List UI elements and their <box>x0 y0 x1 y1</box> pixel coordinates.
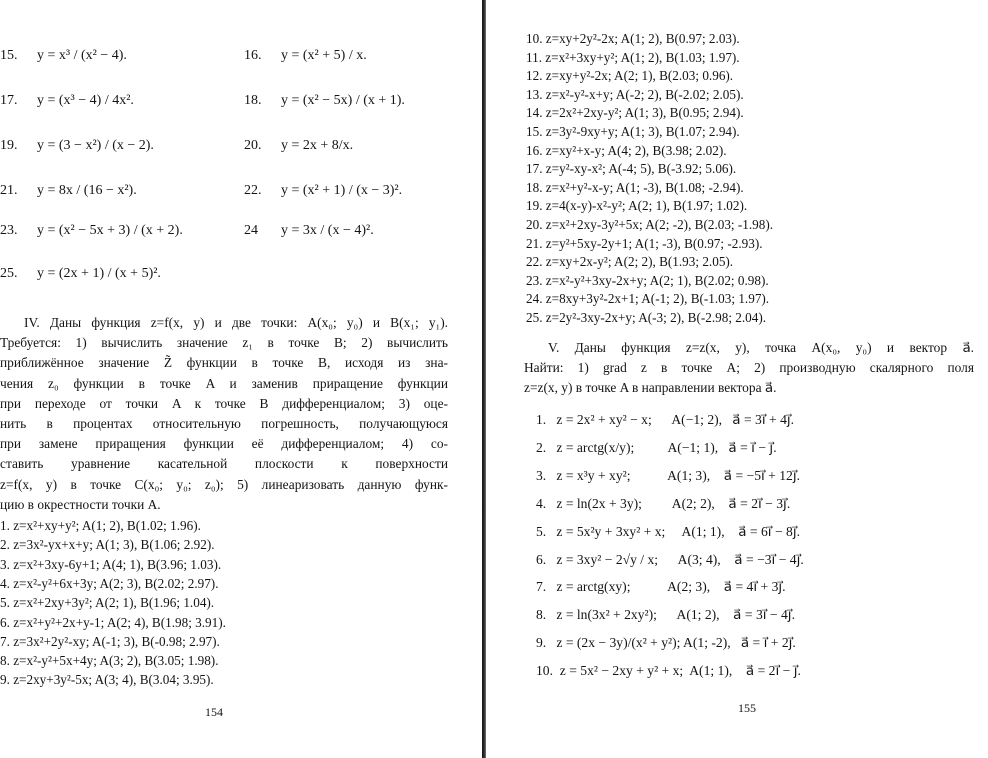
function-number: 19. <box>0 138 18 153</box>
function-expression: y = (x² + 5) / x. <box>281 48 367 63</box>
vector-task-item: 6. z = 3xy² − 2√y / x; A(3; 4), a⃗ = −3i⃗ − 4j⃗. <box>536 551 804 567</box>
task-item: 14. z=2x²+2xy-y²; A(1; 3), B(0.95; 2.94). <box>526 105 744 121</box>
function-expression: y = (x² − 5x) / (x + 1). <box>281 93 405 108</box>
task-item: 11. z=x²+3xy+y²; A(1; 2), B(1.03; 1.97). <box>526 49 740 65</box>
task-item: 7. z=3x²+2y²-xy; A(-1; 3), B(-0.98; 2.97). <box>0 633 220 649</box>
task-item: 18. z=x²+y²-x-y; A(1; -3), B(1.08; -2.94). <box>526 179 744 195</box>
book-spine <box>482 0 486 758</box>
task-item: 17. z=y²-xy-x²; A(-4; 5), B(-3.92; 5.06). <box>526 161 737 177</box>
function-number: 21. <box>0 183 18 198</box>
task-item: 21. z=y²+5xy-2y+1; A(1; -3), B(0.97; -2.93). <box>526 235 763 251</box>
paragraph-line: Требуется: 1) вычислить значение z₁ в точке B; 2) вычислить <box>0 335 448 351</box>
task-item: 5. z=x²+2xy+3y²; A(2; 1), B(1.96; 1.04). <box>0 595 215 611</box>
function-expression: y = 2x + 8/x. <box>281 138 354 153</box>
function-number: 15. <box>0 48 18 63</box>
task-item: 2. z=3x²-yx+x+y; A(1; 3), B(1.06; 2.92). <box>0 537 215 553</box>
section-v-text <box>524 338 974 397</box>
function-number: 20. <box>244 138 262 153</box>
function-number: 22. <box>244 183 262 198</box>
vector-task-item: 1. z = 2x² + xy² − x; A(−1; 2), a⃗ = 3i⃗ + 4j⃗. <box>536 412 795 427</box>
paragraph-line: V. Даны функция z=z(x, y), точка A(x₀, y₀) и вектор a⃗. <box>548 340 974 355</box>
task-item: 8. z=x²-y²+5x+4y; A(3; 2), B(3.05; 1.98). <box>0 653 219 669</box>
right-page <box>492 0 988 758</box>
paragraph-line: при замене приращения функции её дифференциалом; 4) со- <box>0 436 448 452</box>
function-number: 18. <box>244 93 262 108</box>
page-number-left: 154 <box>205 705 223 719</box>
vector-task-item: 5. z = 5x²y + 3xy² + x; A(1; 1), a⃗ = 6i⃗ − 8j⃗. <box>536 523 800 539</box>
function-expression: y = (3 − x²) / (x − 2). <box>37 138 154 153</box>
task-item: 6. z=x²+y²+2x+y-1; A(2; 4), B(1.98; 3.91). <box>0 614 226 630</box>
vector-task-item: 9. z = (2x − 3y)/(x² + y²); A(1; -2), a⃗ = i⃗ + 2j⃗. <box>536 635 796 651</box>
function-expression: y = (x² + 1) / (x − 3)². <box>281 183 403 198</box>
vector-task-item: 2. z = arctg(x/y); A(−1; 1), a⃗ = i⃗ − j⃗. <box>536 439 777 455</box>
task-item: 9. z=2xy+3y²-5x; A(3; 4), B(3.04; 3.95). <box>0 672 214 688</box>
task-item: 16. z=xy²+x-y; A(4; 2), B(3.98; 2.02). <box>526 142 727 158</box>
paragraph-line: чения z₀ функции в точке A и заменив приращение функции <box>0 375 448 391</box>
task-item: 19. z=4(x-y)-x²-y²; A(2; 1), B(1.97; 1.02). <box>526 198 748 214</box>
vector-task-item: 4. z = ln(2x + 3y); A(2; 2), a⃗ = 2i⃗ − 3j⃗. <box>536 495 791 511</box>
left-page <box>0 0 478 758</box>
paragraph-line: при переходе от точки A к точке B дифференциалом; 3) оце- <box>0 395 448 411</box>
paragraph-line: IV. Даны функция z=f(x, y) и две точки: A(x₀; y₀) и B(x₁; y₁). <box>24 315 448 330</box>
task-item: 3. z=x²+3xy-6y+1; A(4; 1), B(3.96; 1.03). <box>0 556 222 572</box>
function-number: 16. <box>244 48 262 63</box>
paragraph-line: z=f(x, y) в точке C(x₀; y₀; z₀); 5) линеаризовать данную функ- <box>0 476 448 492</box>
vector-task-item: 3. z = x³y + xy²; A(1; 3), a⃗ = −5i⃗ + 12j⃗. <box>536 467 800 483</box>
task-item: 10. z=xy+2y²-2x; A(1; 2), B(0.97; 2.03). <box>526 31 740 46</box>
paragraph-line: z=z(x, y) в точке A в направлении вектора a⃗. <box>524 379 777 395</box>
function-expression: y = x³ / (x² − 4). <box>37 48 127 63</box>
function-number: 23. <box>0 223 18 238</box>
function-expression: y = (x³ − 4) / 4x². <box>37 93 134 108</box>
vector-task-item: 8. z = ln(3x² + 2xy²); A(1; 2), a⃗ = 3i⃗ − 4j⃗. <box>536 607 795 623</box>
function-expression: y = (x² − 5x + 3) / (x + 2). <box>37 223 183 238</box>
function-expression: y = 8x / (16 − x²). <box>37 183 137 198</box>
paragraph-line: Найти: 1) grad z в точке A; 2) производную скалярного поля <box>524 359 974 375</box>
page-number-right: 155 <box>738 701 756 715</box>
paragraph-line: нить в процентах относительную погрешность, получающуюся <box>0 416 448 432</box>
function-number: 24 <box>244 223 258 238</box>
function-expression: y = 3x / (x − 4)². <box>281 223 374 238</box>
task-item: 22. z=xy+2x-y²; A(2; 2), B(1.93; 2.05). <box>526 254 734 270</box>
function-number: 25. <box>0 266 18 281</box>
vector-task-item: 7. z = arctg(xy); A(2; 3), a⃗ = 4i⃗ + 3j⃗. <box>536 579 786 595</box>
paragraph-line: цию в окрестности точки A. <box>0 496 161 512</box>
task-item: 4. z=x²-y²+6x+3y; A(2; 3), B(2.02; 2.97). <box>0 575 219 591</box>
function-number: 17. <box>0 93 18 108</box>
task-item: 15. z=3y²-9xy+y; A(1; 3), B(1.07; 2.94). <box>526 124 740 139</box>
paragraph-line: приближённое значение Z̃ функции в точке B, исходя из зна- <box>0 355 448 371</box>
task-item: 23. z=x²-y²+3xy-2x+y; A(2; 1), B(2.02; 0.98). <box>526 272 769 288</box>
task-item: 20. z=x²+2xy-3y²+5x; A(2; -2), B(2.03; -1.98). <box>526 217 774 232</box>
section-iv-text <box>0 313 448 515</box>
paragraph-line: ставить уравнение касательной плоскости к поверхности <box>0 456 448 472</box>
task-item: 25. z=2y²-3xy-2x+y; A(-3; 2), B(-2.98; 2.04). <box>526 310 767 325</box>
task-item: 1. z=x²+xy+y²; A(1; 2), B(1.02; 1.96). <box>0 518 201 533</box>
task-item: 13. z=x²-y²-x+y; A(-2; 2), B(-2.02; 2.05). <box>526 86 744 102</box>
task-item: 24. z=8xy+3y²-2x+1; A(-1; 2), B(-1.03; 1.97). <box>526 291 770 307</box>
task-item: 12. z=xy+y²-2x; A(2; 1), B(2.03; 0.96). <box>526 68 734 84</box>
vector-task-item: 10. z = 5x² − 2xy + y² + x; A(1; 1), a⃗ = 2i⃗ − j⃗. <box>536 663 801 679</box>
function-expression: y = (2x + 1) / (x + 5)². <box>37 266 161 281</box>
